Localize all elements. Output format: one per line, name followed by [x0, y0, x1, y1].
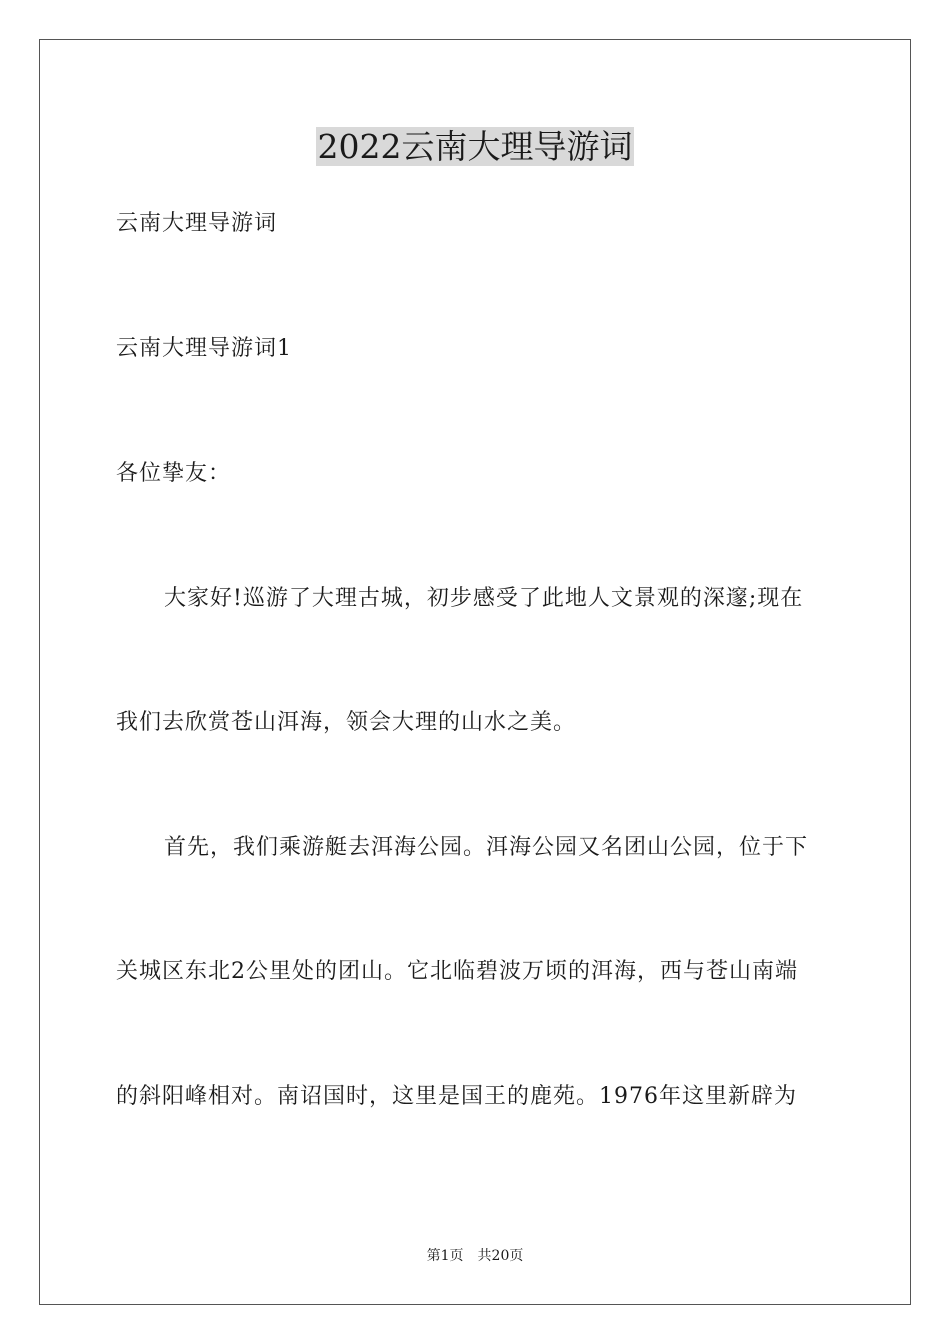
paragraph-subtitle: 云南大理导游词: [116, 211, 278, 236]
page-number: 第1页: [426, 1248, 464, 1264]
paragraph-section-heading: 云南大理导游词1: [116, 336, 292, 361]
paragraph-line: 的斜阳峰相对。南诏国时，这里是国王的鹿苑。1976年这里新辟为: [116, 1084, 797, 1109]
paragraph-line: 大家好!巡游了大理古城，初步感受了此地人文景观的深邃;现在: [164, 586, 804, 611]
paragraph-line: 我们去欣赏苍山洱海，领会大理的山水之美。: [116, 710, 577, 735]
page-footer: [0, 1246, 950, 1266]
paragraph-greeting: 各位挚友：: [116, 461, 232, 486]
paragraph-line: 首先，我们乘游艇去洱海公园。洱海公园又名团山公园，位于下: [164, 835, 809, 860]
page-total: 共20页: [477, 1248, 524, 1264]
document-title-text: 2022云南大理导游词: [317, 127, 633, 166]
document-title: [0, 124, 950, 170]
paragraph-line: 关城区东北2公里处的团山。它北临碧波万顷的洱海，西与苍山南端: [116, 959, 798, 984]
